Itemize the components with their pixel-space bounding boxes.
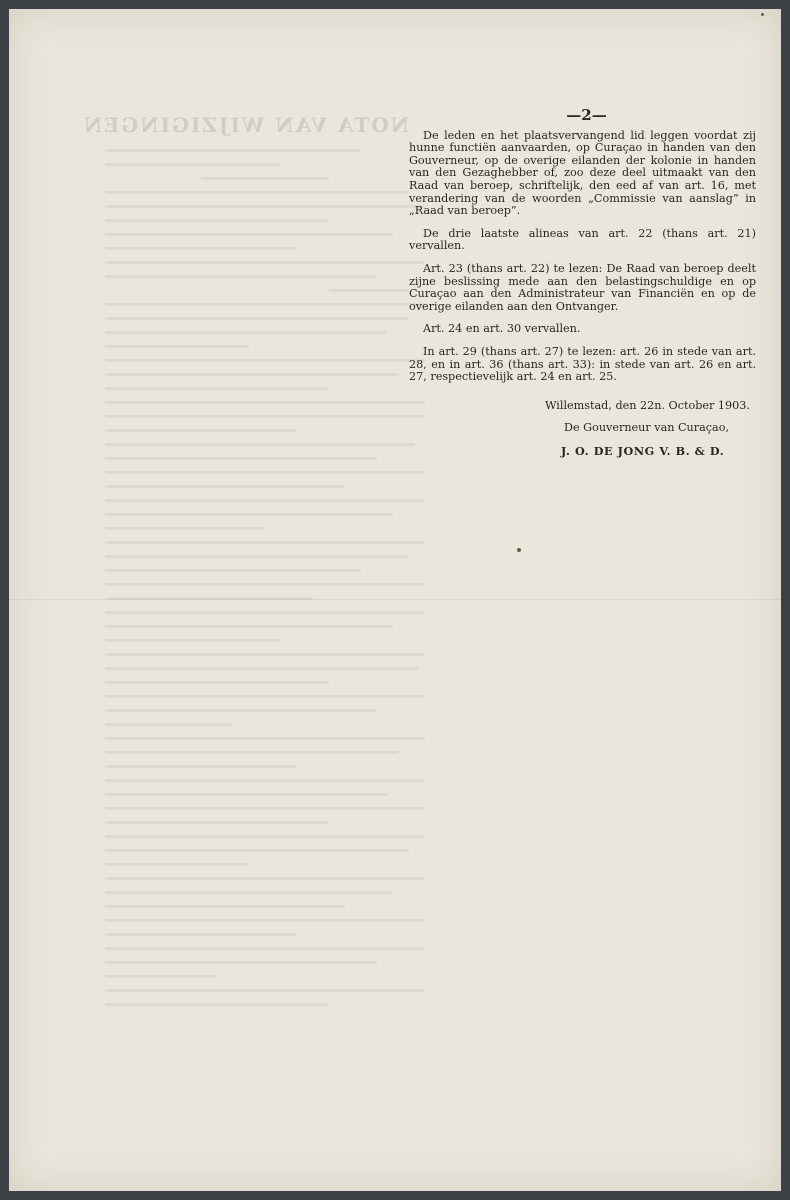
ink-spot [517, 548, 521, 552]
document-body [409, 106, 756, 458]
paragraph-art-22: De drie laatste alineas van art. 22 (thans art. 21) vervallen. [409, 226, 756, 253]
signature-title: De Gouverneur van Curaçao, [564, 421, 730, 435]
signature-date: Willemstad, den 22n. October 1903. [545, 398, 750, 412]
bleed-through-heading: NOTA VAN WIJZIGINGEN [81, 113, 409, 137]
bleed-through-text [105, 149, 425, 1017]
document-page [9, 9, 781, 1191]
signature-name: J. O. DE JONG V. B. & D. [561, 443, 725, 458]
paragraph-art-23: Art. 23 (thans art. 22) te lezen: De Raad van beroep deelt zijne beslissing mede aan den belastingschuldige en op Curaçao aan den Administrateur van Financiën en op de overige eilanden aan den Ontvanger. [409, 261, 756, 313]
paragraph-oath: De leden en het plaatsvervangend lid leggen voordat zij hunne functiën aanvaarden, op Curaçao in handen van den Gouverneur, op de overige eilanden der kolonie in handen van den Gezaghebber of, zoo deze deel uitmaakt van den Raad van beroep, schriftelijk, den eed af van art. 16, met verandering van de woorden „Commissie van aanslag” in „Raad van beroep”. [409, 128, 756, 218]
page-number: —2— [566, 106, 607, 124]
ink-spot-corner [761, 13, 764, 16]
paragraph-art-24-30: Art. 24 en art. 30 vervallen. [423, 322, 581, 336]
paragraph-art-29: In art. 29 (thans art. 27) te lezen: art. 26 in stede van art. 28, en in art. 36 (thans art. 33): in stede van art. 26 en art. 27, respectievelijk art. 24 en art. 25. [409, 344, 756, 384]
